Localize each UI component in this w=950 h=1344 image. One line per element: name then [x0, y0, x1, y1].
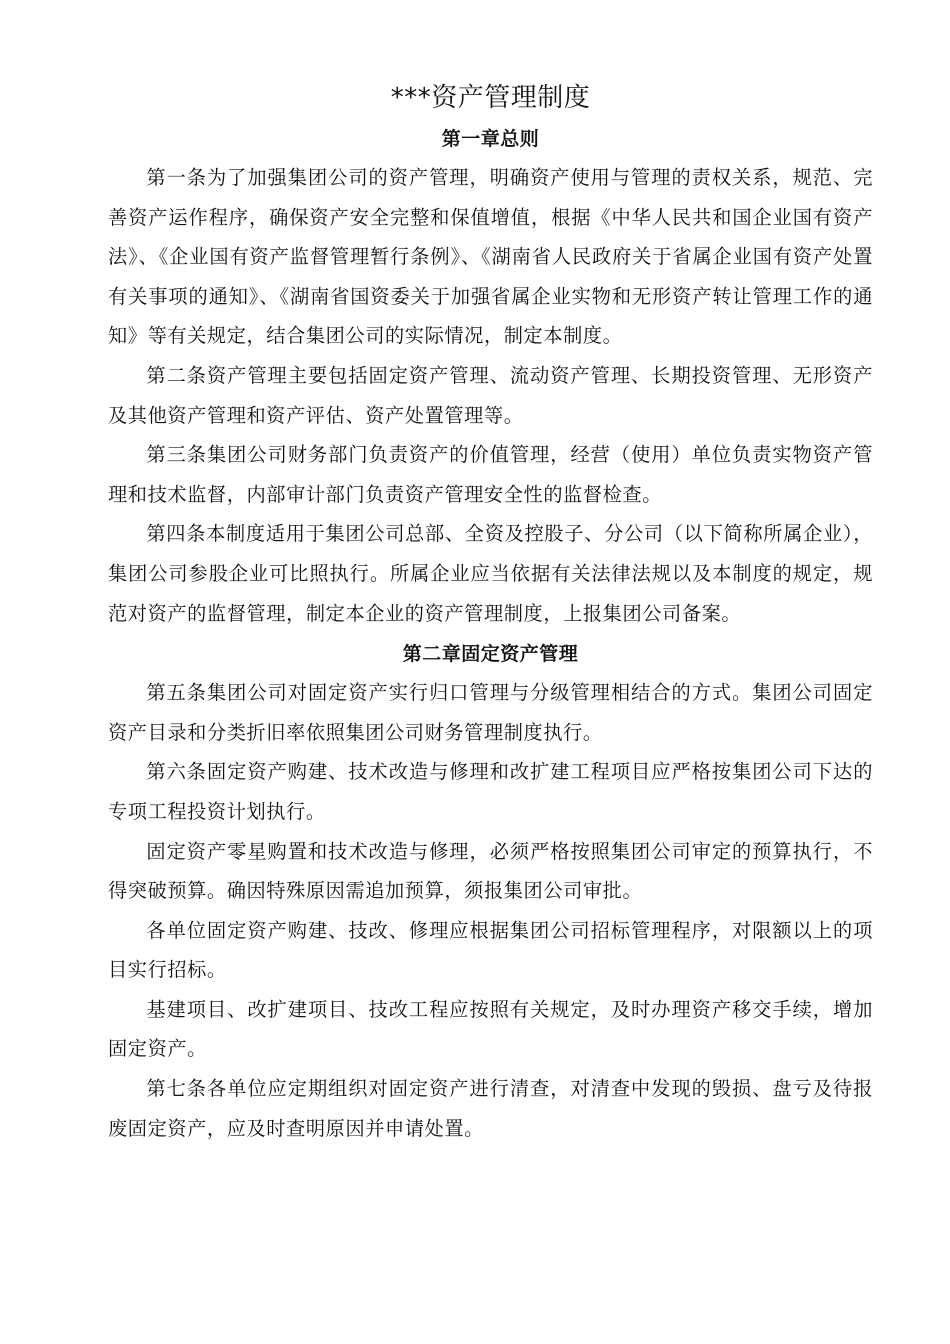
paragraph: 固定资产零星购置和技术改造与修理，必须严格按照集团公司审定的预算执行，不得突破预算。确因特殊原因需追加预算，须报集团公司审批。 [108, 839, 873, 903]
paragraph: 第五条集团公司对固定资产实行归口管理与分级管理相结合的方式。集团公司固定资产目录和分类折旧率依照集团公司财务管理制度执行。 [108, 681, 873, 744]
document-title: ***资产管理制度 [390, 83, 591, 113]
paragraph: 各单位固定资产购建、技改、修理应根据集团公司招标管理程序，对限额以上的项目实行招标。 [108, 918, 873, 982]
chapter-heading-1: 第一章总则 [441, 128, 540, 150]
paragraph: 第四条本制度适用于集团公司总部、全资及控股子、分公司（以下简称所属企业），集团公司参股企业可比照执行。所属企业应当依据有关法律法规以及本制度的规定，规范对资产的监督管理，制定本企业的资产管理制度，上报集团公司备案。 [108, 522, 873, 625]
paragraph: 第六条固定资产购建、技术改造与修理和改扩建工程项目应严格按集团公司下达的专项工程投资计划执行。 [108, 760, 873, 823]
paragraph: 第二条资产管理主要包括固定资产管理、流动资产管理、长期投资管理、无形资产及其他资产管理和资产评估、资产处置管理等。 [108, 363, 873, 427]
paragraph: 第三条集团公司财务部门负责资产的价值管理，经营（使用）单位负责实物资产管理和技术监督，内部审计部门负责资产管理安全性的监督检查。 [108, 443, 873, 506]
chapter-heading-2: 第二章固定资产管理 [402, 643, 579, 666]
paragraph: 基建项目、改扩建项目、技改工程应按照有关规定，及时办理资产移交手续，增加固定资产。 [108, 997, 873, 1061]
paragraph: 第一条为了加强集团公司的资产管理，明确资产使用与管理的责权关系，规范、完善资产运作程序，确保资产安全完整和保值增值，根据《中华人民共和国企业国有资产法》、《企业国有资产监督管理暂行条例》、《湖南省人民政府关于省属企业国有资产处置有关事项的通知》、《湖南省国资委关于加强省属企业实物和无形资产转让管理工作的通知》等有关规定，结合集团公司的实际情况，制定本制度。 [108, 166, 873, 348]
document-page [108, 78, 873, 1148]
paragraph: 第七条各单位应定期组织对固定资产进行清查，对清查中发现的毁损、盘亏及待报废固定资产，应及时查明原因并申请处置。 [108, 1077, 873, 1140]
